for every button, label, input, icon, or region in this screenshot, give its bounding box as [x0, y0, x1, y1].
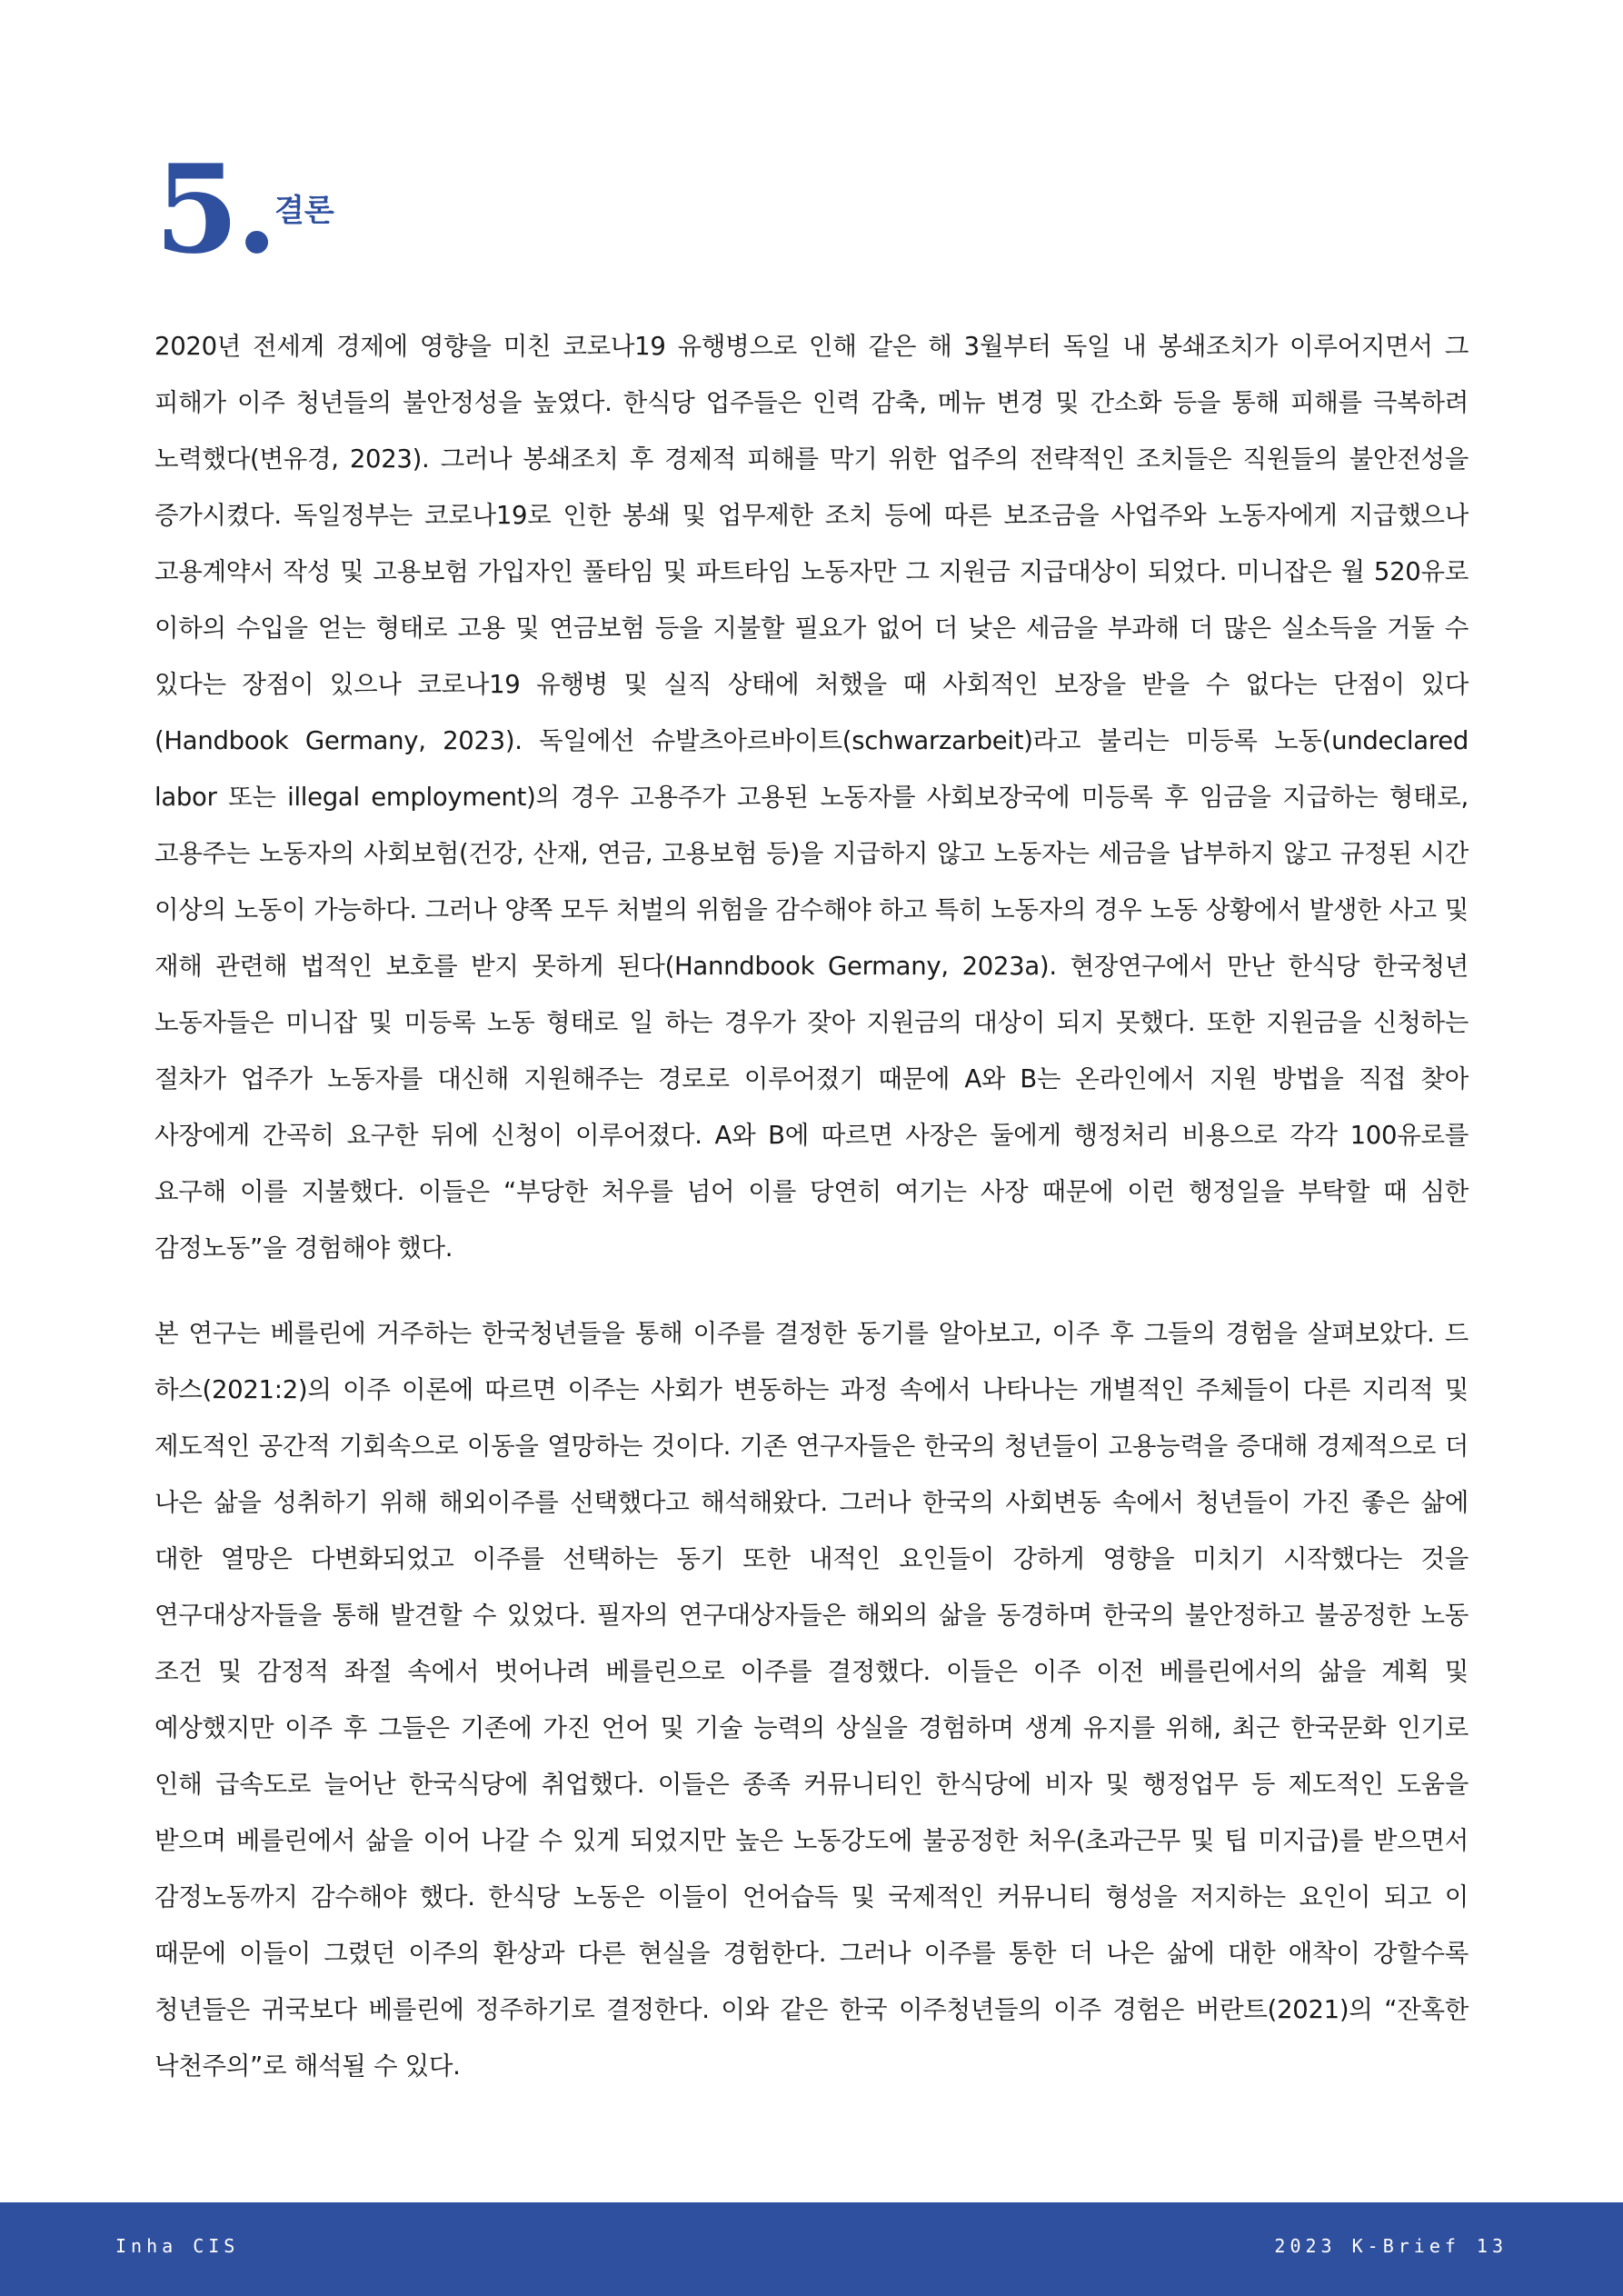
footer-bar [0, 2202, 1623, 2296]
section-title: 결론 [274, 193, 334, 229]
body-content [154, 318, 1469, 2094]
page-number: 13 [1476, 2235, 1508, 2257]
footer-right [1274, 2232, 1508, 2260]
paragraph-1: 2020년 전세계 경제에 영향을 미친 코로나19 유행병으로 인해 같은 해 3월부터 독일 내 봉쇄조치가 이루어지면서 그 피해가 이주 청년들의 불안정성을 높였다. 한식당 업주들은 인력 감축, 메뉴 변경 및 간소화 등을 통해 피해를 극복하려 노력했다(변유경, 2023). 그러나 봉쇄조치 후 경제적 피해를 막기 위한 업주의 전략적인 조치들은 직원들의 불안전성을 증가시켰다. 독일정부는 코로나19로 인한 봉쇄 및 업무제한 조치 등에 따른 보조금을 사업주와 노동자에게 지급했으나 고용계약서 작성 및 고용보험 가입자인 풀타임 및 파트타임 노동자만 그 지원금 지급대상이 되었다. 미니잡은 월 520유로 이하의 수입을 얻는 형태로 고용 및 연금보험 등을 지불할 필요가 없어 더 낮은 세금을 부과해 더 많은 실소득을 거둘 수 있다는 장점이 있으나 코로나19 유행병 및 실직 상태에 처했을 때 사회적인 보장을 받을 수 없다는 단점이 있다(Handbook Germany, 2023). 독일에선 슈발츠아르바이트(schwarzarbeit)라고 불리는 미등록 노동(undeclared labor 또는 illegal employment)의 경우 고용주가 고용된 노동자를 사회보장국에 미등록 후 임금을 지급하는 형태로, 고용주는 노동자의 사회보험(건강, 산재, 연금, 고용보험 등)을 지급하지 않고 노동자는 세금을 납부하지 않고 규정된 시간 이상의 노동이 가능하다. 그러나 양쪽 모두 처벌의 위험을 감수해야 하고 특히 노동자의 경우 노동 상황에서 발생한 사고 및 재해 관련해 법적인 보호를 받지 못하게 된다(Hanndbook Germany, 2023a). 현장연구에서 만난 한식당 한국청년 노동자들은 미니잡 및 미등록 노동 형태로 일 하는 경우가 잦아 지원금의 대상이 되지 못했다. 또한 지원금을 신청하는 절차가 업주가 노동자를 대신해 지원해주는 경로로 이루어졌기 때문에 A와 B는 온라인에서 지원 방법을 직접 찾아 사장에게 간곡히 요구한 뒤에 신청이 이루어졌다. A와 B에 따르면 사장은 둘에게 행정처리 비용으로 각각 100유로를 요구해 이를 지불했다. 이들은 “부당한 처우를 넘어 이를 당연히 여기는 사장 때문에 이런 행정일을 부탁할 때 심한 감정노동”을 경험해야 했다. [154, 332, 1469, 1263]
section-number: 5. [154, 137, 274, 281]
paragraph-2: 본 연구는 베를린에 거주하는 한국청년들을 통해 이주를 결정한 동기를 알아보고, 이주 후 그들의 경험을 살펴보았다. 드 하스(2021:2)의 이주 이론에 따르면 이주는 사회가 변동하는 과정 속에서 나타나는 개별적인 주체들이 다른 지리적 및 제도적인 공간적 기회속으로 이동을 열망하는 것이다. 기존 연구자들은 한국의 청년들이 고용능력을 증대해 경제적으로 더 나은 삶을 성취하기 위해 해외이주를 선택했다고 해석해왔다. 그러나 한국의 사회변동 속에서 청년들이 가진 좋은 삶에 대한 열망은 다변화되었고 이주를 선택하는 동기 또한 내적인 요인들이 강하게 영향을 미치기 시작했다는 것을 연구대상자들을 통해 발견할 수 있었다. 필자의 연구대상자들은 해외의 삶을 동경하며 한국의 불안정하고 불공정한 노동 조건 및 감정적 좌절 속에서 벗어나려 베를린으로 이주를 결정했다. 이들은 이주 이전 베를린에서의 삶을 계획 및 예상했지만 이주 후 그들은 기존에 가진 언어 및 기술 능력의 상실을 경험하며 생계 유지를 위해, 최근 한국문화 인기로 인해 급속도로 늘어난 한국식당에 취업했다. 이들은 종족 커뮤니티인 한식당에 비자 및 행정업무 등 제도적인 도움을 받으며 베를린에서 삶을 이어 나갈 수 있게 되었지만 높은 노동강도에 불공정한 처우(초과근무 및 팁 미지급)를 받으면서 감정노동까지 감수해야 했다. 한식당 노동은 이들이 언어습득 및 국제적인 커뮤니티 형성을 저지하는 요인이 되고 이 때문에 이들이 그렸던 이주의 환상과 다른 현실을 경험한다. 그러나 이주를 통한 더 나은 삶에 대한 애착이 강할수록 청년들은 귀국보다 베를린에 정주하기로 결정한다. 이와 같은 한국 이주청년들의 이주 경험은 버란트(2021)의 “잔혹한 낙천주의”로 해석될 수 있다. [154, 1319, 1469, 2081]
footer-publisher: Inha CIS [115, 2235, 240, 2257]
footer-publication: 2023 K-Brief [1274, 2235, 1460, 2257]
